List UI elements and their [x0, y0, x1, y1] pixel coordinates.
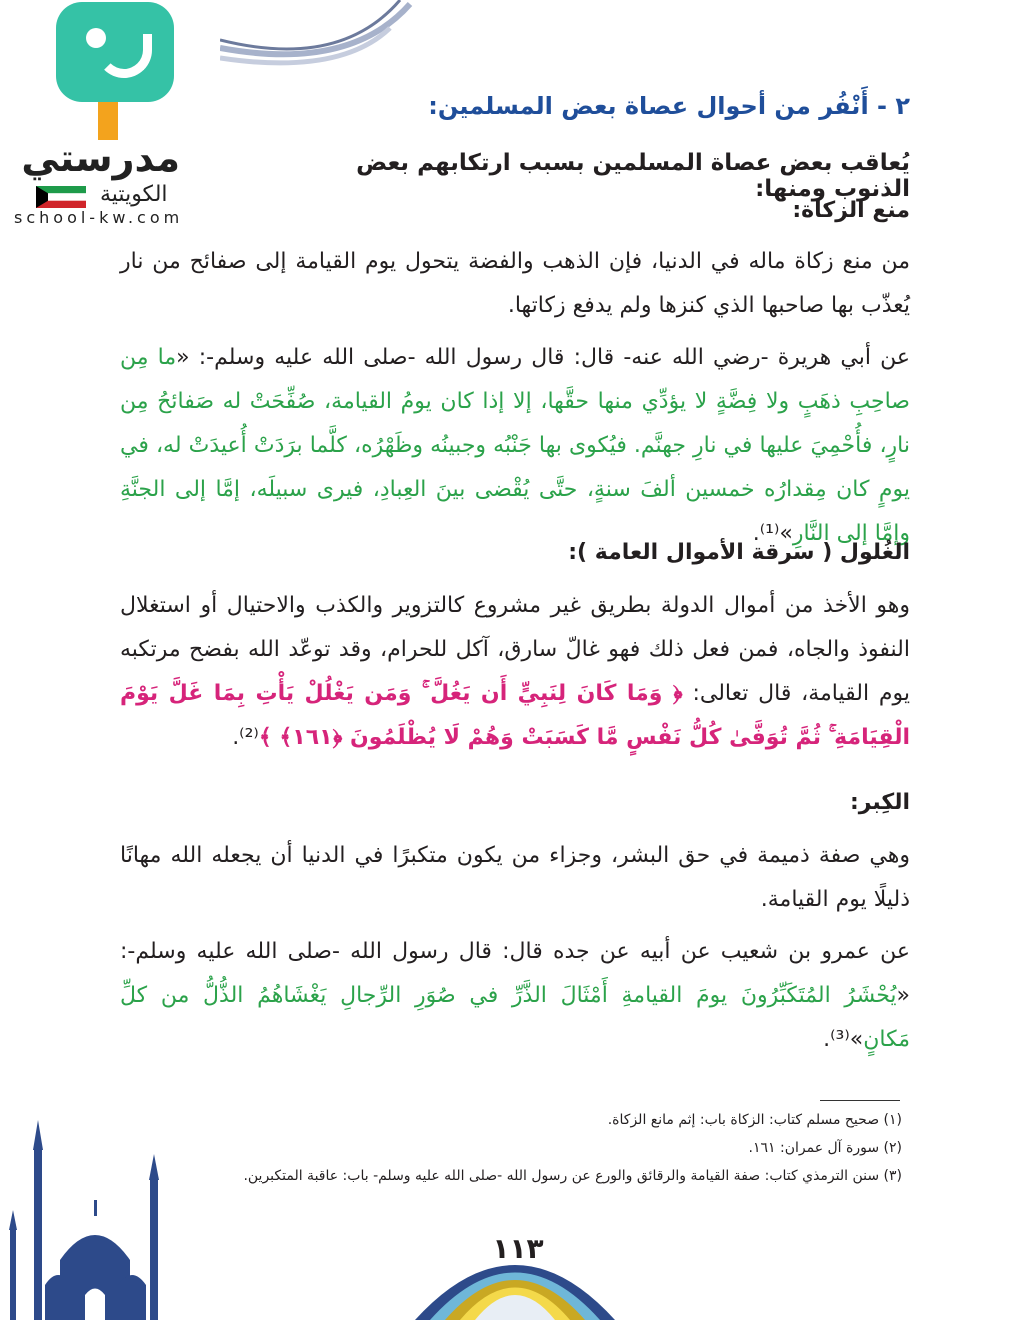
hadith-text: يُحْشَرُ المُتَكَبِّرُونَ يومَ القيامةِ أَمْثَالَ الذَّرِّ في صُوَرِ الرِّجالِ يَغْشَاهُمُ الذُّلُّ من كلِّ مَكانٍ — [120, 983, 910, 1052]
hadith-intro: عن عمرو بن شعيب عن أبيه عن جده قال: قال رسول الله -صلى الله عليه وسلم-: « — [120, 939, 910, 1008]
intro-text: يُعاقب بعض عصاة المسلمين بسبب ارتكابهم بعض الذنوب ومنها: — [356, 150, 910, 202]
ghulul-paragraph — [120, 584, 910, 760]
footnote-2: (٢) سورة آل عمران: ١٦١. — [748, 1140, 902, 1156]
quran-verse: ﴿ وَمَا كَانَ لِنَبِيٍّ أَن يَغُلَّ ۚ وَمَن يَغْلُلْ يَأْتِ بِمَا غَلَّ يَوْمَ الْقِيَامَةِ ۚ ثُمَّ تُوَفَّىٰ كُلُّ نَفْسٍ مَّا كَسَبَتْ وَهُمْ لَا يُظْلَمُونَ ﴿١٦١﴾ ﴾ — [120, 681, 910, 750]
section-heading: ٢ - أَنْفُر من أحوال عصاة بعض المسلمين: — [428, 92, 910, 120]
section-title-ghulul: الغُلول ( سرقة الأموال العامة ): — [568, 540, 910, 565]
kibr-paragraph: وهي صفة ذميمة في حق البشر، وجزاء من يكون متكبرًا في الدنيا أن يجعله الله مهانًا ذليلًا يوم القيامة. — [120, 843, 910, 912]
mosque-silhouette-decoration — [0, 1110, 200, 1320]
page-number-ornament — [405, 1210, 625, 1320]
logo-title: مدرستي — [21, 136, 180, 180]
ghulul-body: وهو الأخذ من أموال الدولة بطريق غير مشروع كالتزوير والكذب والاحتيال أو استغلال النفوذ والجاه، فمن فعل ذلك فهو غالّ سارق، آكل للحرام، وقد توعّد الله بفضح مرتكبه يوم القيامة، قال تعالى: — [120, 593, 910, 706]
footnote-3: (٣) سنن الترمذي كتاب: صفة القيامة والرقائق والورع عن رسول الله -صلى الله عليه وسلم- باب: عاقبة المتكبرين. — [243, 1168, 902, 1184]
footnote-divider — [820, 1100, 900, 1101]
zakat-hadith — [120, 336, 910, 556]
hadith-end: »⁽¹⁾. — [752, 521, 793, 546]
logo-url[interactable]: school-kw.com — [14, 208, 184, 227]
logo-subtitle: الكويتية — [100, 182, 168, 207]
zakat-paragraph: من منع زكاة ماله في الدنيا، فإن الذهب والفضة يتحول يوم القيامة إلى صفائح من نار يُعذّب بها صاحبها الذي كنزها ولم يدفع زكاتها. — [120, 249, 910, 318]
hadith-text: ما مِن صاحِبِ ذهَبٍ ولا فِضَّةٍ لا يؤدِّي منها حقَّها، إلا إذا كان يومُ القيامة، صُفِّحَتْ له صَفائحُ مِن نارٍ، فأُحْمِيَ عليها في نارِ جهنَّم. فيُكوى بها جَنْبُه وجبينُه وظَهْرُه، كلَّما برَدَتْ أُعيدَتْ له، في يومٍ كان مِقدارُه خمسين ألفَ سنةٍ، حتَّى يُقْضى بينَ العِبادِ، فيرى سبيلَه، إمَّا إلى الجنَّةِ وإمَّا إلى النَّارِ — [120, 345, 910, 546]
kuwait-flag-icon — [36, 186, 86, 208]
section-title-kibr: الكِبر: — [849, 790, 910, 815]
hadith-end: »⁽³⁾. — [823, 1027, 864, 1052]
section-title-zakat: منع الزكاة: — [792, 198, 910, 223]
logo-bookmark-icon — [98, 102, 118, 140]
quran-end: ⁽²⁾. — [232, 725, 259, 750]
hadith-intro: عن أبي هريرة -رضي الله عنه- قال: قال رسول الله -صلى الله عليه وسلم-: « — [176, 345, 910, 370]
header-swoosh-decoration — [220, 0, 420, 80]
footnote-1: (١) صحيح مسلم كتاب: الزكاة باب: إثم مانع الزكاة. — [607, 1112, 902, 1128]
page-number: ١١٣ — [492, 1232, 544, 1265]
kibr-hadith — [120, 930, 910, 1062]
